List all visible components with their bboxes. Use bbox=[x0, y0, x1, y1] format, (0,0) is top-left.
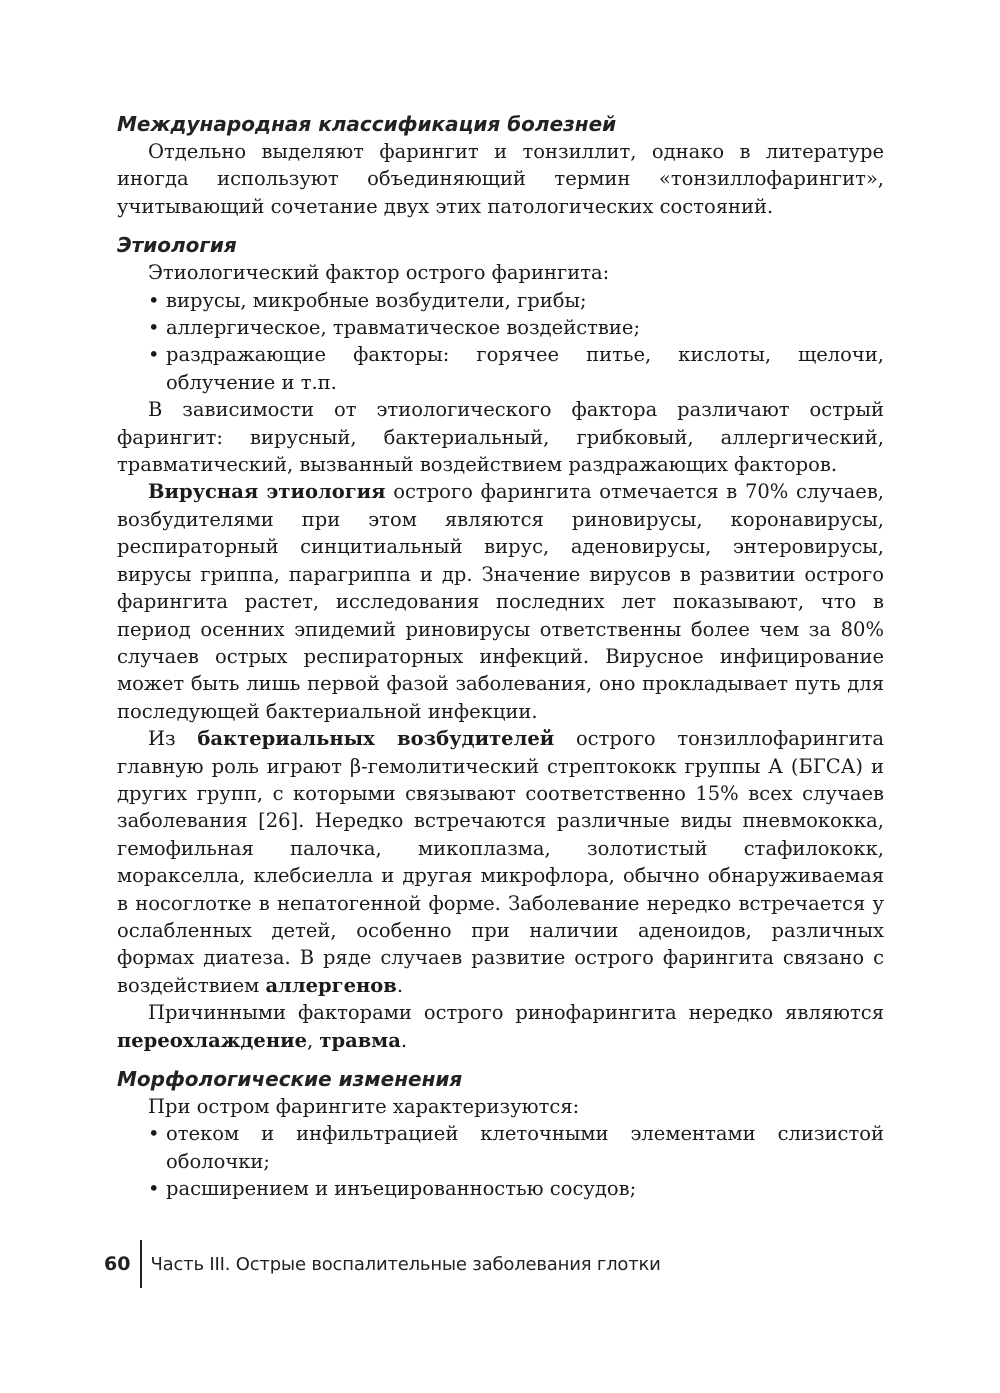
bullet-icon: • bbox=[148, 316, 160, 340]
paragraph-icd: Отдельно выделяют фарингит и тонзиллит, однако в литературе иногда используют объединяющий термин «тонзиллофарингит», учитывающий сочетание двух этих патологических состояний. bbox=[117, 140, 884, 218]
bold-term: аллергенов bbox=[265, 973, 397, 997]
bold-term: Вирусная этиология bbox=[148, 480, 386, 504]
page-number: 60 bbox=[104, 1253, 131, 1275]
page-body bbox=[117, 110, 884, 1203]
bullet-icon: • bbox=[148, 1177, 160, 1201]
footer-divider bbox=[140, 1240, 142, 1288]
bold-term: травма bbox=[319, 1028, 401, 1052]
morphology-change-list bbox=[117, 1120, 884, 1202]
bullet-icon: • bbox=[148, 1122, 160, 1146]
list-item: • раздражающие факторы: горячее питье, кислоты, щелочи, облучение и т.п. bbox=[148, 343, 884, 394]
bullet-icon: • bbox=[148, 343, 160, 367]
bullet-icon: • bbox=[148, 288, 160, 312]
section-heading-morphology: Морфологические изменения bbox=[117, 1067, 463, 1091]
list-item: • вирусы, микробные возбудители, грибы; bbox=[117, 287, 884, 314]
section-heading-icd: Международная классификация болезней bbox=[117, 112, 617, 136]
paragraph-etiology-intro: Этиологический фактор острого фарингита: bbox=[148, 261, 610, 285]
list-item: • расширением и инъецированностью сосудов; bbox=[117, 1175, 884, 1202]
page-footer bbox=[104, 1240, 661, 1288]
paragraph-viral-etiology: Вирусная этиология острого фарингита отмечается в 70% случаев, возбудителями при этом являются риновирусы, коронавирусы, респираторный синцитиальный вирус, аденовирусы, энтеровирусы, вирусы гриппа, парагриппа и др. Значение вирусов в развитии острого фарингита растет, исследования последних лет показывают, что в период осенних эпидемий риновирусы ответственны более чем за 80% случаев острых респираторных инфекций. Вирусное инфицирование может быть лишь первой фазой заболевания, оно прокладывает путь для последующей бактериальной инфекции. bbox=[117, 480, 884, 723]
running-title: Часть III. Острые воспалительные заболевания глотки bbox=[150, 1253, 661, 1275]
bold-term: переохлаждение bbox=[117, 1028, 307, 1052]
bold-term: бактериальных возбудителей bbox=[197, 727, 555, 751]
etiology-factor-list bbox=[117, 287, 884, 397]
list-item: • отеком и инфильтрацией клеточными элементами слизистой оболочки; bbox=[148, 1122, 884, 1173]
paragraph-bacterial-agents: Из бактериальных возбудителей острого тонзиллофарингита главную роль играют β-гемолитический стрептококк группы А (БГСА) и других групп, с которыми связывают соответственно 15% всех случаев заболевания [26]. Нередко встречаются различные виды пневмококка, гемофильная палочка, микоплазма, золотистый стафилококк, моракселла, клебсиелла и другая микрофлора, обычно обнаруживаемая в носоглотке в непатогенной форме. Заболевание нередко встречается у ослабленных детей, особенно при наличии аденоидов, различных формах диатеза. В ряде случаев развитие острого фарингита связано с воздействием аллергенов. bbox=[117, 727, 884, 997]
paragraph-causal-factors: Причинными факторами острого ринофарингита нередко являются переохлаждение, травма. bbox=[117, 1001, 884, 1052]
paragraph-morphology-intro: При остром фарингите характеризуются: bbox=[148, 1095, 580, 1118]
paragraph-pharyngitis-types: В зависимости от этиологического фактора различают острый фарингит: вирусный, бактериальный, грибковый, аллергический, травматический, вызванный воздействием раздражающих факторов. bbox=[117, 398, 884, 477]
section-heading-etiology: Этиология bbox=[117, 233, 237, 258]
list-item: • аллергическое, травматическое воздействие; bbox=[117, 314, 884, 341]
